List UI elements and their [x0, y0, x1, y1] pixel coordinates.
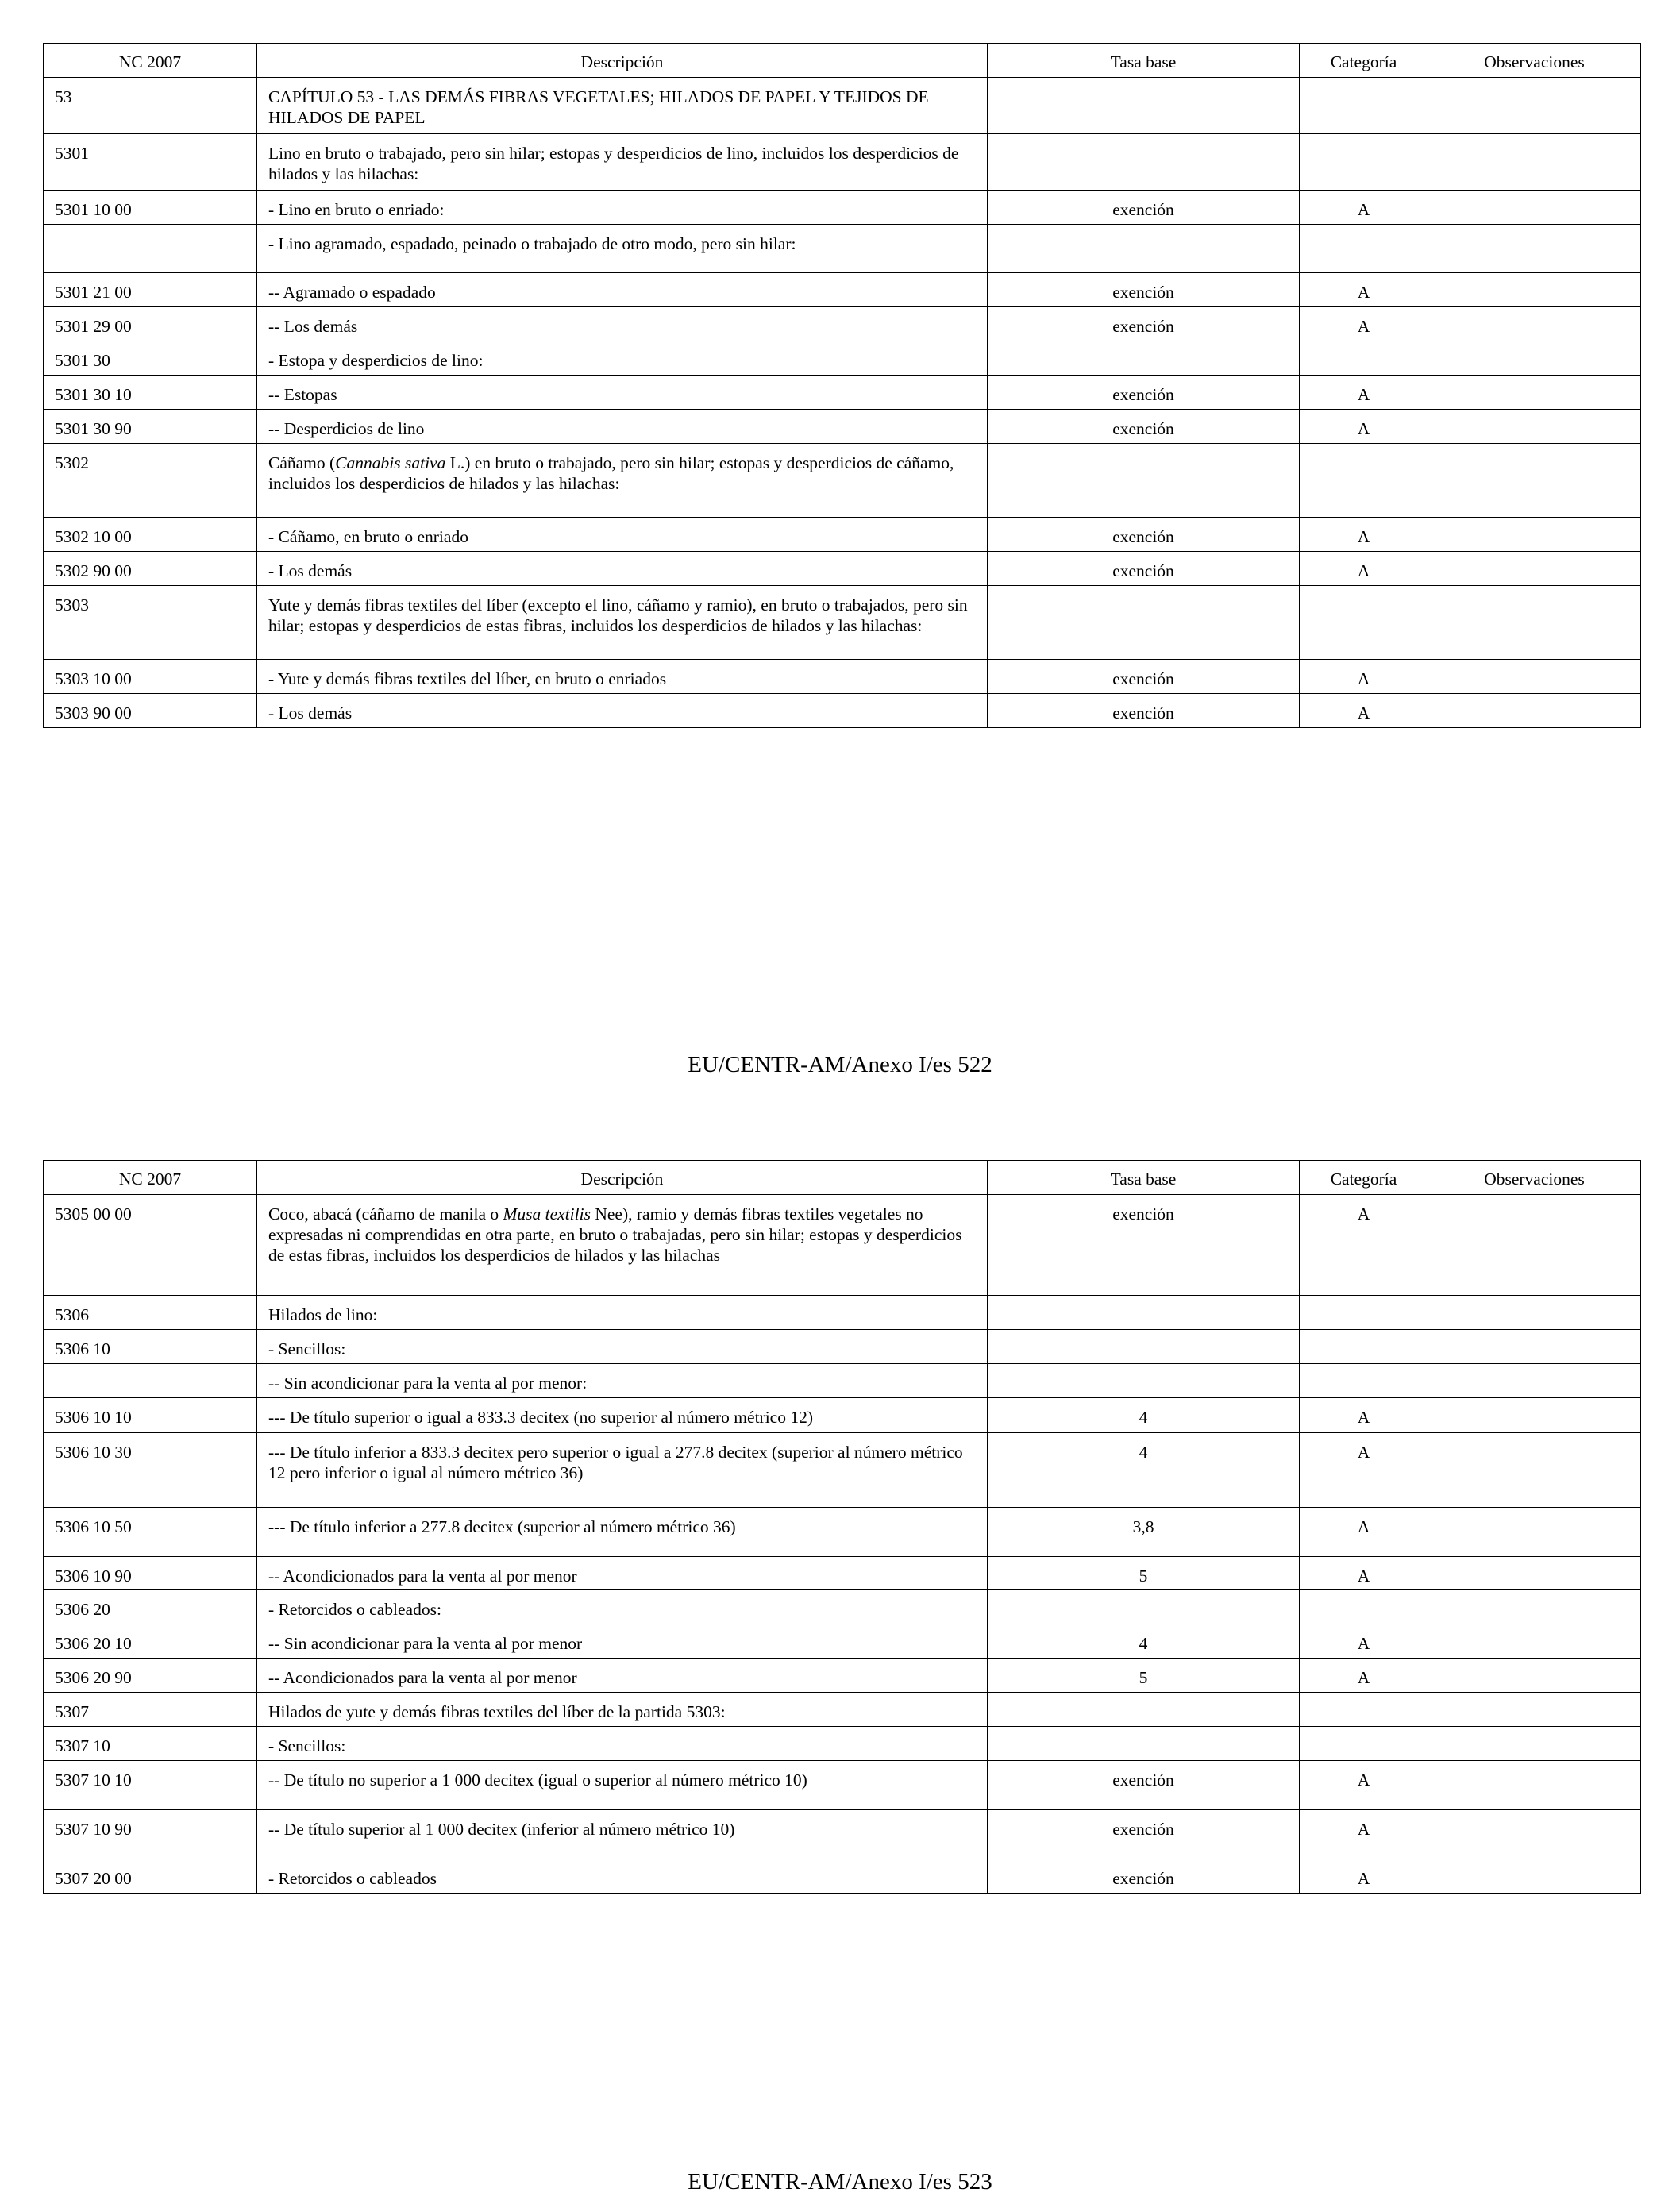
nc-code-cell: 5301	[44, 134, 257, 191]
table-row	[44, 307, 1641, 341]
base-rate-cell	[988, 1364, 1300, 1398]
table-row	[44, 1810, 1641, 1859]
category-cell: A	[1300, 694, 1428, 728]
nc-code-cell: 5301 30 90	[44, 410, 257, 444]
base-rate-cell: exención	[988, 307, 1300, 341]
base-rate-cell: exención	[988, 660, 1300, 694]
table-row	[44, 1659, 1641, 1693]
base-rate-cell: exención	[988, 1761, 1300, 1810]
observations-cell	[1428, 191, 1641, 225]
header-nc-2007: NC 2007	[44, 1161, 257, 1195]
observations-cell	[1428, 1508, 1641, 1557]
description-cell	[257, 444, 988, 518]
observations-cell	[1428, 1727, 1641, 1761]
description-text: Nee), ramio y demás fibras textiles vegetales no expresadas ni comprendidas en otra parte, en bruto o trabajadas, pero sin hilar; estopas y desperdicios de estas fibras, incluidos los desperdicios de hilados y las hilachas	[268, 1204, 962, 1265]
description-text: Cáñamo (	[268, 453, 336, 472]
category-cell: A	[1300, 552, 1428, 586]
description-cell: -- Acondicionados para la venta al por menor	[257, 1557, 988, 1590]
description-cell: - Lino en bruto o enriado:	[257, 191, 988, 225]
table-row	[44, 1296, 1641, 1330]
nc-code-cell: 5306 10 90	[44, 1557, 257, 1590]
table-row	[44, 444, 1641, 518]
nc-code-cell: 5302 10 00	[44, 518, 257, 552]
header-observaciones: Observaciones	[1428, 1161, 1641, 1195]
nc-code-cell: 5305 00 00	[44, 1195, 257, 1296]
header-observaciones: Observaciones	[1428, 44, 1641, 78]
base-rate-cell: exención	[988, 1810, 1300, 1859]
nc-code-cell: 5302	[44, 444, 257, 518]
description-cell	[257, 1195, 988, 1296]
table-row	[44, 1624, 1641, 1659]
category-cell	[1300, 78, 1428, 134]
nc-code-cell: 5307 10	[44, 1727, 257, 1761]
table-row	[44, 78, 1641, 134]
description-cell: - Retorcidos o cableados	[257, 1859, 988, 1894]
base-rate-cell: exención	[988, 694, 1300, 728]
nc-code-cell: 5307 10 90	[44, 1810, 257, 1859]
nc-code-cell: 5306 10	[44, 1330, 257, 1364]
header-categoria: Categoría	[1300, 1161, 1428, 1195]
nc-code-cell: 5307	[44, 1693, 257, 1727]
table-row	[44, 1398, 1641, 1433]
observations-cell	[1428, 1364, 1641, 1398]
table-row	[44, 694, 1641, 728]
base-rate-cell	[988, 78, 1300, 134]
nc-code-cell: 5303 90 00	[44, 694, 257, 728]
description-cell: --- De título inferior a 833.3 decitex pero superior o igual a 277.8 decitex (superior al número métrico 12 pero inferior o igual al número métrico 36)	[257, 1433, 988, 1508]
observations-cell	[1428, 1557, 1641, 1590]
nc-code-cell: 5303 10 00	[44, 660, 257, 694]
category-cell	[1300, 1330, 1428, 1364]
category-cell: A	[1300, 1761, 1428, 1810]
observations-cell	[1428, 1590, 1641, 1624]
base-rate-cell: 5	[988, 1557, 1300, 1590]
table-row	[44, 1508, 1641, 1557]
base-rate-cell: 4	[988, 1433, 1300, 1508]
base-rate-cell	[988, 1590, 1300, 1624]
observations-cell	[1428, 1810, 1641, 1859]
base-rate-cell: 5	[988, 1659, 1300, 1693]
base-rate-cell: 4	[988, 1398, 1300, 1433]
description-text: Coco, abacá (cáñamo de manila o	[268, 1204, 503, 1223]
nc-code-cell: 5302 90 00	[44, 552, 257, 586]
observations-cell	[1428, 1693, 1641, 1727]
category-cell: A	[1300, 660, 1428, 694]
base-rate-cell: 4	[988, 1624, 1300, 1659]
category-cell	[1300, 1693, 1428, 1727]
category-cell: A	[1300, 1659, 1428, 1693]
description-cell: CAPÍTULO 53 - LAS DEMÁS FIBRAS VEGETALES; HILADOS DE PAPEL Y TEJIDOS DE HILADOS DE PAPEL	[257, 78, 988, 134]
observations-cell	[1428, 410, 1641, 444]
table-row	[44, 376, 1641, 410]
description-cell: -- Desperdicios de lino	[257, 410, 988, 444]
base-rate-cell: exención	[988, 191, 1300, 225]
category-cell: A	[1300, 191, 1428, 225]
category-cell	[1300, 134, 1428, 191]
category-cell	[1300, 1727, 1428, 1761]
category-cell	[1300, 341, 1428, 376]
table-row	[44, 225, 1641, 273]
header-descripcion: Descripción	[257, 1161, 988, 1195]
description-cell: --- De título superior o igual a 833.3 decitex (no superior al número métrico 12)	[257, 1398, 988, 1433]
base-rate-cell: exención	[988, 410, 1300, 444]
nc-code-cell: 5307 20 00	[44, 1859, 257, 1894]
table-row	[44, 1859, 1641, 1894]
header-tasa-base: Tasa base	[988, 44, 1300, 78]
table-row	[44, 134, 1641, 191]
observations-cell	[1428, 660, 1641, 694]
table-row	[44, 586, 1641, 660]
nc-code-cell: 5307 10 10	[44, 1761, 257, 1810]
base-rate-cell	[988, 1693, 1300, 1727]
category-cell: A	[1300, 307, 1428, 341]
table-header-row	[44, 1161, 1641, 1195]
description-cell: -- Los demás	[257, 307, 988, 341]
table-row	[44, 410, 1641, 444]
description-cell: - Sencillos:	[257, 1330, 988, 1364]
observations-cell	[1428, 1195, 1641, 1296]
observations-cell	[1428, 1398, 1641, 1433]
category-cell	[1300, 444, 1428, 518]
page-footer-522: EU/CENTR-AM/Anexo I/es 522	[688, 1052, 992, 1077]
category-cell: A	[1300, 1859, 1428, 1894]
base-rate-cell	[988, 134, 1300, 191]
nc-code-cell: 5306 10 30	[44, 1433, 257, 1508]
category-cell: A	[1300, 1398, 1428, 1433]
category-cell: A	[1300, 1624, 1428, 1659]
description-cell: Hilados de yute y demás fibras textiles del líber de la partida 5303:	[257, 1693, 988, 1727]
description-cell: - Yute y demás fibras textiles del líber, en bruto o enriados	[257, 660, 988, 694]
nc-code-cell: 5301 30 10	[44, 376, 257, 410]
nc-code-cell: 5306 20	[44, 1590, 257, 1624]
scientific-name: Cannabis sativa	[335, 453, 446, 472]
observations-cell	[1428, 1761, 1641, 1810]
description-cell: Lino en bruto o trabajado, pero sin hilar; estopas y desperdicios de lino, incluidos los desperdicios de hilados y las hilachas:	[257, 134, 988, 191]
table-row	[44, 1557, 1641, 1590]
category-cell: A	[1300, 376, 1428, 410]
description-cell: -- De título superior al 1 000 decitex (inferior al número métrico 10)	[257, 1810, 988, 1859]
description-cell: -- De título no superior a 1 000 decitex (igual o superior al número métrico 10)	[257, 1761, 988, 1810]
table-row	[44, 1195, 1641, 1296]
header-categoria: Categoría	[1300, 44, 1428, 78]
category-cell	[1300, 586, 1428, 660]
nc-code-cell: 5301 29 00	[44, 307, 257, 341]
description-cell: - Estopa y desperdicios de lino:	[257, 341, 988, 376]
observations-cell	[1428, 694, 1641, 728]
nc-code-cell: 5306	[44, 1296, 257, 1330]
table-row	[44, 1761, 1641, 1810]
base-rate-cell: exención	[988, 273, 1300, 307]
observations-cell	[1428, 78, 1641, 134]
category-cell	[1300, 1364, 1428, 1398]
table-row	[44, 660, 1641, 694]
category-cell: A	[1300, 518, 1428, 552]
table-row	[44, 1727, 1641, 1761]
base-rate-cell	[988, 1296, 1300, 1330]
description-cell: - Cáñamo, en bruto o enriado	[257, 518, 988, 552]
nc-code-cell: 5303	[44, 586, 257, 660]
header-descripcion: Descripción	[257, 44, 988, 78]
table-row	[44, 1590, 1641, 1624]
base-rate-cell	[988, 586, 1300, 660]
header-nc-2007: NC 2007	[44, 44, 257, 78]
observations-cell	[1428, 1859, 1641, 1894]
scientific-name: Musa textilis	[503, 1204, 591, 1223]
description-cell: -- Sin acondicionar para la venta al por menor:	[257, 1364, 988, 1398]
observations-cell	[1428, 134, 1641, 191]
base-rate-cell: exención	[988, 1195, 1300, 1296]
description-cell: --- De título inferior a 277.8 decitex (superior al número métrico 36)	[257, 1508, 988, 1557]
table-row	[44, 191, 1641, 225]
tariff-table-page-522	[43, 43, 1641, 728]
table-row	[44, 341, 1641, 376]
observations-cell	[1428, 444, 1641, 518]
category-cell: A	[1300, 273, 1428, 307]
table-row	[44, 552, 1641, 586]
description-cell: -- Estopas	[257, 376, 988, 410]
description-cell: -- Sin acondicionar para la venta al por menor	[257, 1624, 988, 1659]
observations-cell	[1428, 1433, 1641, 1508]
observations-cell	[1428, 1624, 1641, 1659]
nc-code-cell	[44, 1364, 257, 1398]
nc-code-cell: 5301 21 00	[44, 273, 257, 307]
description-cell: - Retorcidos o cableados:	[257, 1590, 988, 1624]
table-row	[44, 273, 1641, 307]
observations-cell	[1428, 307, 1641, 341]
observations-cell	[1428, 225, 1641, 273]
table-row	[44, 1693, 1641, 1727]
description-cell: Hilados de lino:	[257, 1296, 988, 1330]
base-rate-cell: exención	[988, 1859, 1300, 1894]
observations-cell	[1428, 1296, 1641, 1330]
base-rate-cell	[988, 341, 1300, 376]
category-cell	[1300, 225, 1428, 273]
base-rate-cell: exención	[988, 376, 1300, 410]
base-rate-cell	[988, 444, 1300, 518]
description-cell: - Lino agramado, espadado, peinado o trabajado de otro modo, pero sin hilar:	[257, 225, 988, 273]
tariff-table-page-523	[43, 1160, 1641, 1894]
observations-cell	[1428, 273, 1641, 307]
base-rate-cell	[988, 1330, 1300, 1364]
observations-cell	[1428, 341, 1641, 376]
header-tasa-base: Tasa base	[988, 1161, 1300, 1195]
base-rate-cell	[988, 225, 1300, 273]
category-cell: A	[1300, 1557, 1428, 1590]
category-cell: A	[1300, 1810, 1428, 1859]
table-row	[44, 1364, 1641, 1398]
description-cell: -- Acondicionados para la venta al por menor	[257, 1659, 988, 1693]
description-cell: -- Agramado o espadado	[257, 273, 988, 307]
category-cell: A	[1300, 410, 1428, 444]
base-rate-cell: 3,8	[988, 1508, 1300, 1557]
table-row	[44, 1330, 1641, 1364]
nc-code-cell: 5306 20 10	[44, 1624, 257, 1659]
description-text: L.) en bruto o trabajado, pero sin hilar; estopas y desperdicios de cáñamo, incluidos los desperdicios de hilados y las hilachas:	[268, 453, 954, 493]
nc-code-cell: 5306 10 50	[44, 1508, 257, 1557]
page-footer-523: EU/CENTR-AM/Anexo I/es 523	[688, 2169, 992, 2194]
description-cell: - Los demás	[257, 552, 988, 586]
observations-cell	[1428, 1659, 1641, 1693]
observations-cell	[1428, 1330, 1641, 1364]
observations-cell	[1428, 518, 1641, 552]
nc-code-cell: 5306 10 10	[44, 1398, 257, 1433]
description-cell: Yute y demás fibras textiles del líber (excepto el lino, cáñamo y ramio), en bruto o trabajados, pero sin hilar; estopas y desperdicios de estas fibras, incluidos los desperdicios de hilados y las hilachas:	[257, 586, 988, 660]
nc-code-cell: 5301 10 00	[44, 191, 257, 225]
nc-code-cell	[44, 225, 257, 273]
base-rate-cell: exención	[988, 552, 1300, 586]
category-cell: A	[1300, 1195, 1428, 1296]
nc-code-cell: 5301 30	[44, 341, 257, 376]
table-header-row	[44, 44, 1641, 78]
observations-cell	[1428, 376, 1641, 410]
nc-code-cell: 5306 20 90	[44, 1659, 257, 1693]
nc-code-cell: 53	[44, 78, 257, 134]
table-row	[44, 1433, 1641, 1508]
description-cell: - Los demás	[257, 694, 988, 728]
category-cell: A	[1300, 1433, 1428, 1508]
table-row	[44, 518, 1641, 552]
base-rate-cell: exención	[988, 518, 1300, 552]
observations-cell	[1428, 552, 1641, 586]
observations-cell	[1428, 586, 1641, 660]
description-cell: - Sencillos:	[257, 1727, 988, 1761]
category-cell	[1300, 1590, 1428, 1624]
base-rate-cell	[988, 1727, 1300, 1761]
category-cell	[1300, 1296, 1428, 1330]
category-cell: A	[1300, 1508, 1428, 1557]
